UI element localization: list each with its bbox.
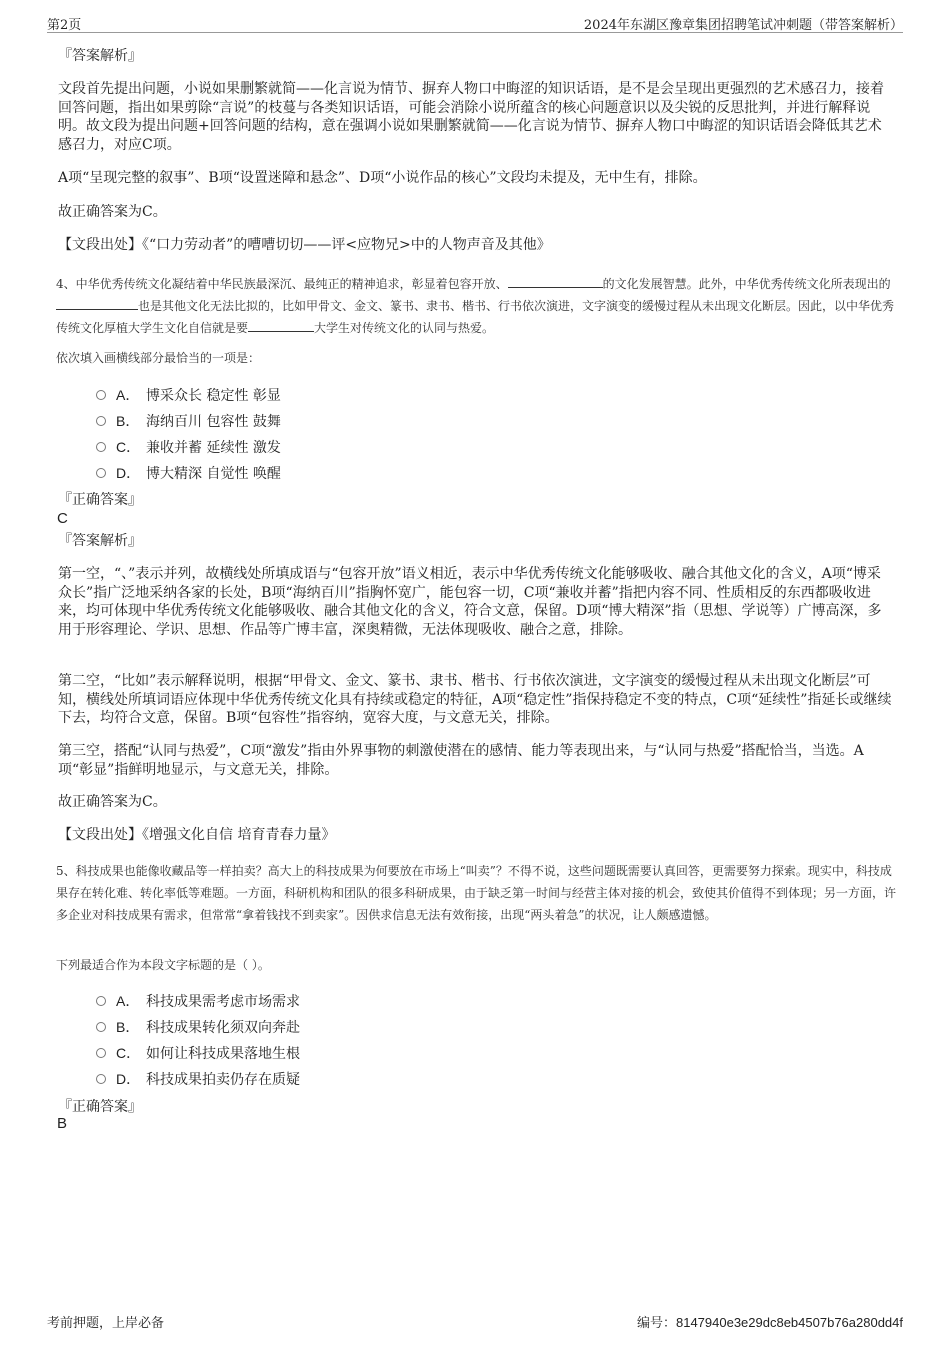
analysis-paragraph: 第二空，“比如”表示解释说明，根据“甲骨文、金文、篆书、隶书、楷书、行书依次演进，文字演变的缓慢过程从未出现文化断层”可知，横线处所填词语应体现中华优秀传统文化具有持续或稳定的特征，A项“稳定性”指保持稳定不变的特点，C项“延续性”指延长或继续下去，均符合文意，保留。B项“包容性”指容纳，宽容大度，与文意无关，排除。 bbox=[58, 673, 892, 726]
correct-answer-title: 『正确答案』 bbox=[58, 1099, 142, 1115]
option-d[interactable]: D． 科技成果拍卖仍存在质疑 bbox=[96, 1069, 300, 1089]
conclusion: 故正确答案为C。 bbox=[58, 204, 167, 220]
radio-icon[interactable] bbox=[96, 442, 106, 452]
analysis-title: 『答案解析』 bbox=[58, 48, 142, 64]
option-a[interactable]: A． 博采众长 稳定性 彰显 bbox=[96, 385, 281, 405]
conclusion: 故正确答案为C。 bbox=[58, 794, 167, 810]
question-stem: 4、中华优秀传统文化凝结着中华民族最深沉、最纯正的精神追求，彰显着包容开放、 的文化发展智慧。此外，中华优秀传统文化所表现出的也是其他文化无法比拟的，比如甲骨文、金文、篆书、隶书、楷书、行书依次演进，文字演变的缓慢过程从未出现文化断层。因此，以中华优秀传统文化厚植大学生文化自信就是要 大学生对传统文化的认同与热爱。 bbox=[56, 273, 896, 339]
analysis-paragraph: A项“呈现完整的叙事”、B项“设置迷障和悬念”、D项“小说作品的核心”文段均未提及，无中生有，排除。 bbox=[58, 170, 707, 186]
analysis-paragraph: 文段首先提出问题，小说如果删繁就简——化言说为情节、摒弃人物口中晦涩的知识话语，是不是会呈现出更强烈的艺术感召力，接着回答问题，指出如果剪除“言说”的枝蔓与各类知识话语，可能会消除小说所蕴含的核心问题意识以及尖锐的反思批判，并进行解释说明。故文段为提出问题+回答问题的结构，意在强调小说如果删繁就简——化言说为情节、摒弃人物口中晦涩的知识话语会降低其艺术感召力，对应C项。 bbox=[58, 81, 884, 153]
correct-answer: B bbox=[57, 1115, 68, 1132]
option-d[interactable]: D． 博大精深 自觉性 唤醒 bbox=[96, 463, 281, 483]
source-citation: 【文段出处】《“口力劳动者”的嘈嘈切切——评<应物兄>中的人物声音及其他》 bbox=[58, 237, 551, 253]
correct-answer: C bbox=[57, 510, 68, 527]
page-header bbox=[47, 12, 903, 33]
radio-icon[interactable] bbox=[96, 1074, 106, 1084]
question-prompt: 依次填入画横线部分最恰当的一项是： bbox=[56, 351, 261, 365]
option-a[interactable]: A． 科技成果需考虑市场需求 bbox=[96, 991, 300, 1011]
fill-blank bbox=[248, 318, 314, 332]
question-stem: 5、科技成果也能像收藏品等一样拍卖？高大上的科技成果为何要放在市场上“叫卖”？不得不说，这些问题既需要认真回答，更需要努力探索。现实中，科技成果存在转化难、转化率低等难题。一方面，科研机构和团队的很多科研成果，由于缺乏第一时间与经营主体对接的机会，致使其价值得不到体现；另一方面，许多企业对科技成果有需求，但常常“拿着钱找不到卖家”。因供求信息无法有效衔接，出现“两头着急”的状况，让人颇感遗憾。 bbox=[56, 864, 897, 922]
analysis-title: 『答案解析』 bbox=[58, 533, 142, 549]
fill-blank bbox=[508, 274, 603, 288]
option-c[interactable]: C． 兼收并蓄 延续性 激发 bbox=[96, 437, 281, 457]
radio-icon[interactable] bbox=[96, 416, 106, 426]
option-c[interactable]: C． 如何让科技成果落地生根 bbox=[96, 1043, 300, 1063]
option-b[interactable]: B． 科技成果转化须双向奔赴 bbox=[96, 1017, 300, 1037]
radio-icon[interactable] bbox=[96, 1022, 106, 1032]
fill-blank bbox=[56, 296, 138, 310]
analysis-paragraph: 第一空，“、”表示并列，故横线处所填成语与“包容开放”语义相近，表示中华优秀传统文化能够吸收、融合其他文化的含义，A项“博采众长”指广泛地采纳各家的长处，B项“海纳百川”指胸怀宽广，能包容一切，C项“兼收并蓄”指把内容不同、性质相反的东西都吸收进来，均可体现中华优秀传统文化能够吸收、融合其他文化的含义，符合文意，保留。D项“博大精深”指（思想、学说等）广博高深，多用于形容理论、学识、思想、作品等广博丰富，深奥精微，无法体现吸收、融合之意，排除。 bbox=[58, 566, 882, 638]
page-number: 第2页 bbox=[47, 18, 82, 33]
document-title: 2024年东湖区豫章集团招聘笔试冲刺题（带答案解析） bbox=[583, 18, 903, 33]
radio-icon[interactable] bbox=[96, 468, 106, 478]
footer-slogan: 考前押题，上岸必备 bbox=[47, 1316, 165, 1331]
option-b[interactable]: B． 海纳百川 包容性 鼓舞 bbox=[96, 411, 281, 431]
document-code: 编号：8147940e3e29dc8eb4507b76a280dd4f bbox=[636, 1315, 903, 1331]
analysis-paragraph: 第三空，搭配“认同与热爱”，C项“激发”指由外界事物的刺激使潜在的感情、能力等表现出来，与“认同与热爱”搭配恰当，当选。A项“彰显”指鲜明地显示，与文意无关，排除。 bbox=[58, 743, 864, 778]
radio-icon[interactable] bbox=[96, 1048, 106, 1058]
correct-answer-title: 『正确答案』 bbox=[58, 492, 142, 508]
source-citation: 【文段出处】《增强文化自信 培育青春力量》 bbox=[58, 827, 336, 843]
question-prompt: 下列最适合作为本段文字标题的是（ ）。 bbox=[56, 958, 270, 972]
radio-icon[interactable] bbox=[96, 996, 106, 1006]
radio-icon[interactable] bbox=[96, 390, 106, 400]
page-footer bbox=[47, 1312, 903, 1330]
